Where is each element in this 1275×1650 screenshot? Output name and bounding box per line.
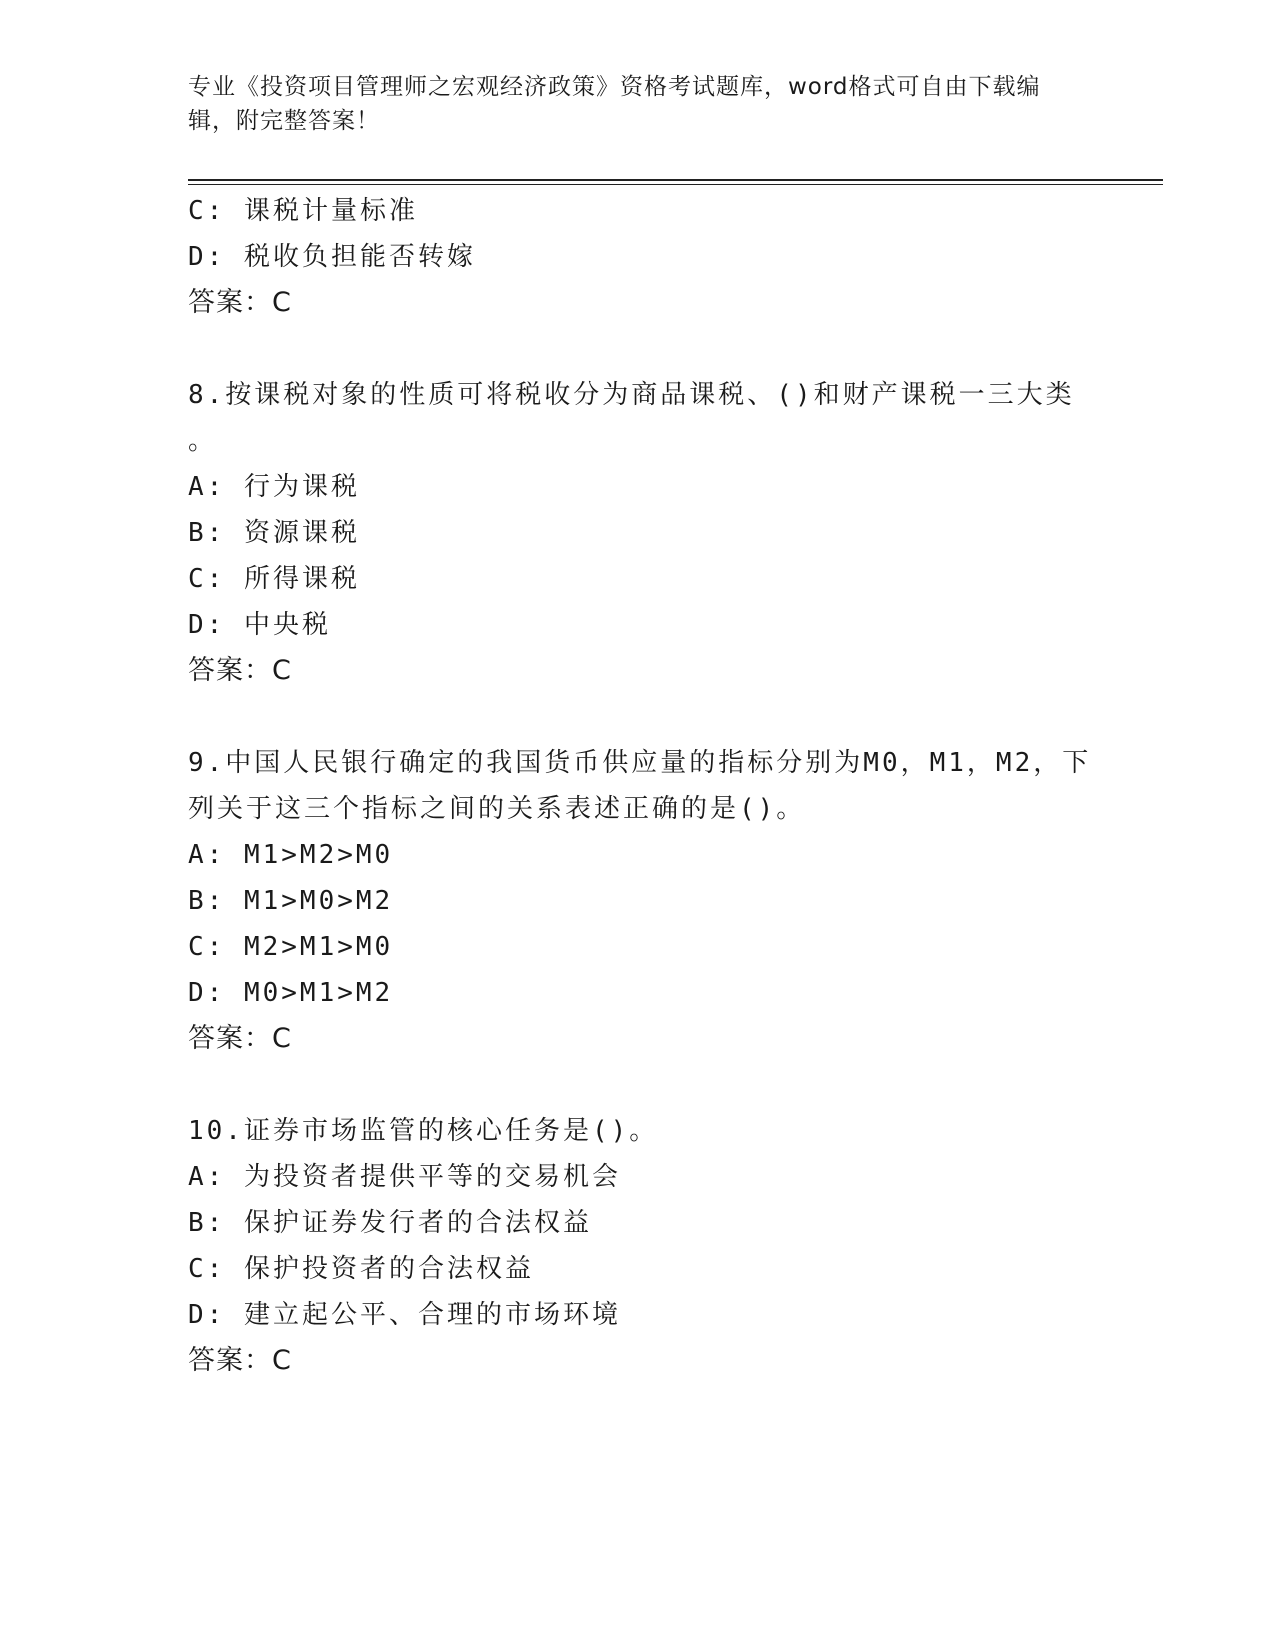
document-header: [188, 70, 1088, 138]
q8-option-c: C: 所得课税: [188, 564, 360, 594]
q10-answer: 答案：C: [188, 1345, 292, 1376]
question-list: [188, 188, 1092, 1384]
q9-option-b: B: M1>M0>M2: [188, 886, 394, 916]
q8-option-d: D: 中央税: [188, 610, 331, 640]
q9-option-a: A: M1>M2>M0: [188, 840, 394, 870]
q7-answer: 答案：C: [188, 287, 292, 318]
q10-stem: 10.证券市场监管的核心任务是()。: [188, 1116, 659, 1146]
header-divider-thick: [188, 179, 1163, 181]
q8-option-b: B: 资源课税: [188, 518, 360, 548]
q9-option-d: D: M0>M1>M2: [188, 978, 394, 1008]
q9-option-c: C: M2>M1>M0: [188, 932, 394, 962]
header-divider-thin: [188, 184, 1163, 185]
q8-option-a: A: 行为课税: [188, 472, 360, 502]
spacer: [188, 694, 1088, 740]
q7-option-d: D: 税收负担能否转嫁: [188, 242, 476, 272]
question-9: [188, 740, 1092, 1062]
q8-stem-line-1: 8.按课税对象的性质可将税收分为商品课税、()和财产课税一三大类: [188, 380, 1075, 410]
spacer: [188, 326, 1088, 372]
q10-option-d: D: 建立起公平、合理的市场环境: [188, 1300, 621, 1330]
q10-option-c: C: 保护投资者的合法权益: [188, 1254, 534, 1284]
q10-option-a: A: 为投资者提供平等的交易机会: [188, 1162, 621, 1192]
q9-answer: 答案：C: [188, 1023, 292, 1054]
header-line-2: 辑，附完整答案！: [188, 108, 380, 134]
question-10: [188, 1108, 1088, 1384]
question-8: [188, 372, 1088, 694]
q7-option-c: C: 课税计量标准: [188, 196, 418, 226]
header-line-1: 专业《投资项目管理师之宏观经济政策》资格考试题库，word格式可自由下载编: [188, 74, 1041, 100]
spacer: [188, 1062, 1088, 1108]
question-7: [188, 188, 1088, 326]
q9-stem-line-2: 列关于这三个指标之间的关系表述正确的是()。: [188, 794, 806, 824]
q8-answer: 答案：C: [188, 655, 292, 686]
q10-option-b: B: 保护证券发行者的合法权益: [188, 1208, 592, 1238]
q9-stem-line-1: 9.中国人民银行确定的我国货币供应量的指标分别为M0，M1，M2，下: [188, 748, 1092, 778]
q8-stem-line-2: 。: [188, 426, 218, 456]
